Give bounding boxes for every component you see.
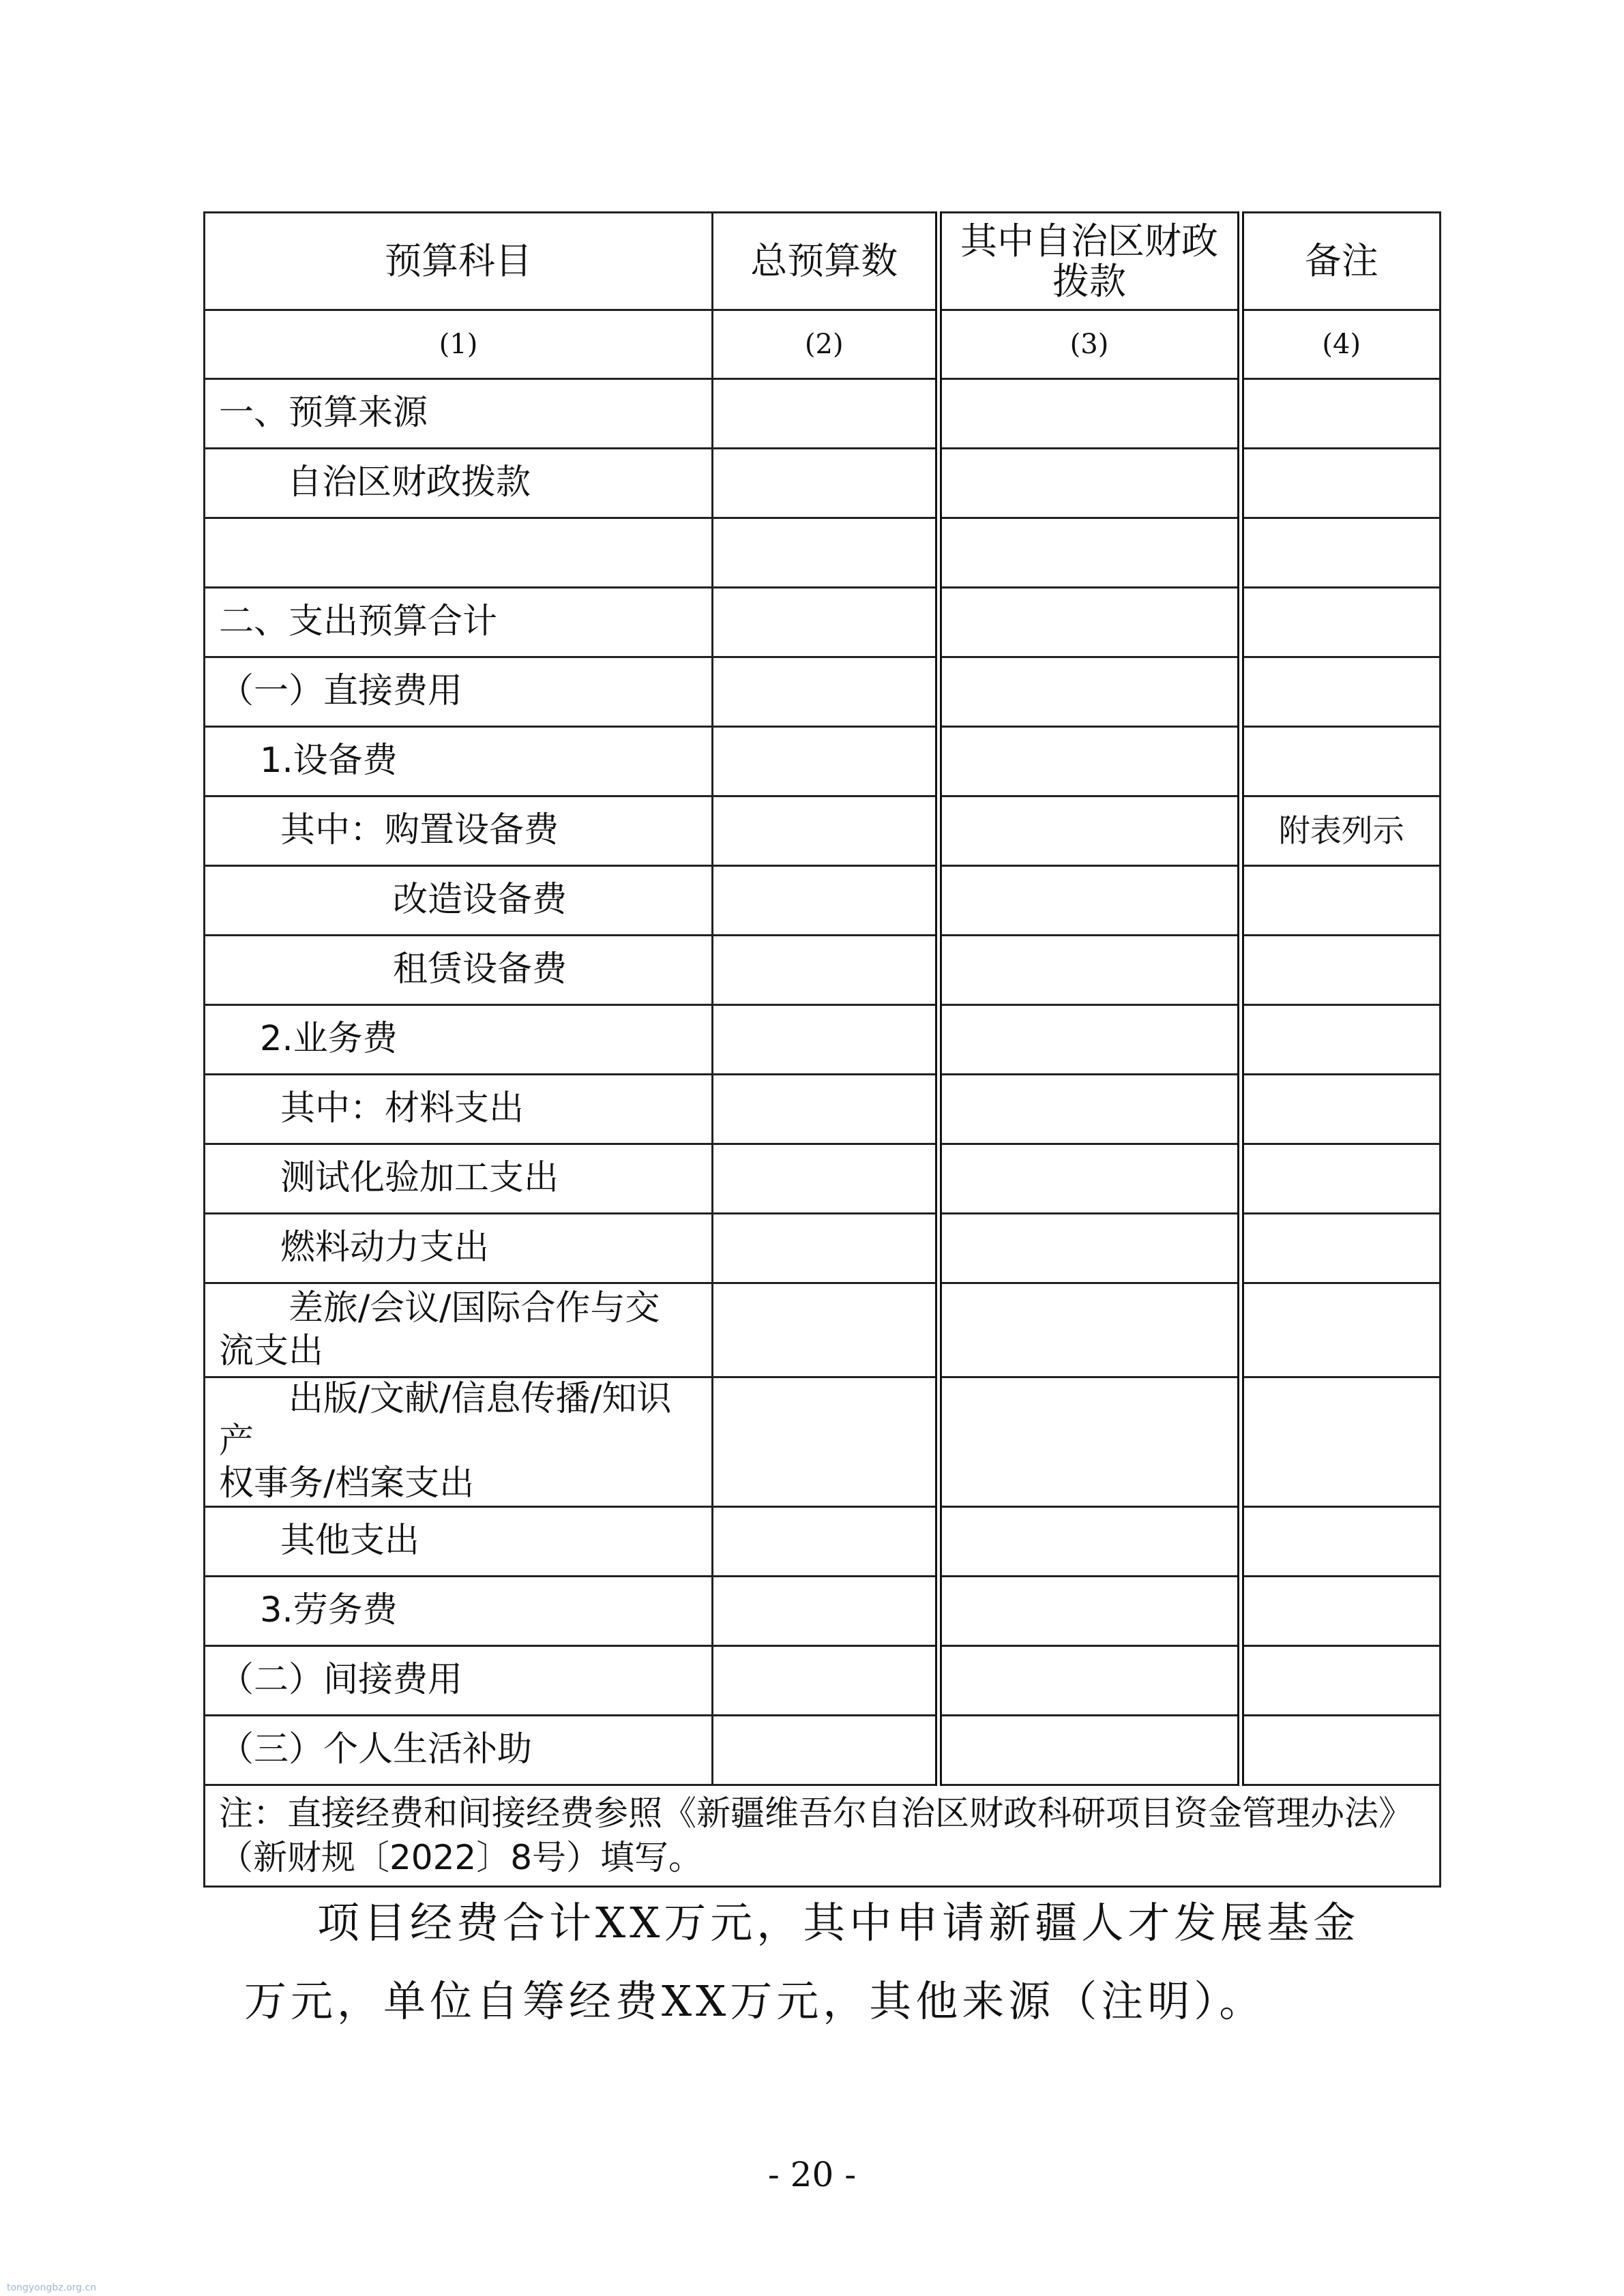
regional-grant-cell[interactable] [939, 1377, 1241, 1507]
table-row [205, 796, 1441, 866]
regional-grant-cell[interactable] [939, 936, 1241, 1005]
remarks-cell[interactable] [1241, 1005, 1441, 1075]
budget-item-label-line: 出版/文献/信息传播/知识产 [219, 1379, 672, 1462]
budget-item-cell [205, 866, 713, 936]
total-budget-cell[interactable] [713, 1645, 939, 1715]
budget-item-label-line: 差旅/会议/国际合作与交 [219, 1288, 660, 1329]
budget-item-label: 租赁设备费 [393, 949, 567, 990]
regional-grant-cell[interactable] [939, 588, 1241, 657]
table-row [205, 1576, 1441, 1645]
header-budget-item: 预算科目 [205, 213, 713, 310]
remarks-cell[interactable] [1241, 1645, 1441, 1715]
table-row [205, 866, 1441, 936]
budget-item-cell [205, 1075, 713, 1144]
budget-item-cell [205, 1576, 713, 1645]
regional-grant-cell[interactable] [939, 1144, 1241, 1214]
total-budget-cell[interactable] [713, 727, 939, 796]
budget-item-label: 其他支出 [280, 1521, 420, 1562]
table-row [205, 518, 1441, 588]
column-number: (3) [939, 310, 1241, 379]
budget-item-label: 3.劳务费 [260, 1590, 398, 1631]
total-budget-cell[interactable] [713, 1075, 939, 1144]
budget-table [203, 211, 1441, 1888]
remarks-cell[interactable] [1241, 1144, 1441, 1214]
total-budget-cell[interactable] [713, 379, 939, 449]
budget-item-label-line: 权事务/档案支出 [219, 1463, 475, 1504]
regional-grant-cell[interactable] [939, 1283, 1241, 1377]
budget-item-label: 一、预算来源 [219, 393, 428, 434]
remarks-cell[interactable] [1241, 1075, 1441, 1144]
total-budget-cell[interactable] [713, 866, 939, 936]
remarks-cell[interactable] [1241, 449, 1441, 518]
column-number: (2) [713, 310, 939, 379]
total-budget-cell[interactable] [713, 1377, 939, 1507]
budget-item-cell [205, 379, 713, 449]
regional-grant-cell[interactable] [939, 727, 1241, 796]
regional-grant-cell[interactable] [939, 1576, 1241, 1645]
budget-item-label: （一）直接费用 [219, 671, 463, 712]
budget-item-cell [205, 1283, 713, 1377]
budget-item-label: （二）间接费用 [219, 1660, 463, 1701]
total-budget-cell[interactable] [713, 936, 939, 1005]
remarks-cell[interactable] [1241, 936, 1441, 1005]
regional-grant-cell[interactable] [939, 866, 1241, 936]
table-row [205, 936, 1441, 1005]
table-row [205, 1715, 1441, 1785]
budget-item-cell [205, 449, 713, 518]
remarks-cell[interactable] [1241, 588, 1441, 657]
summary-line-2: 万元，单位自筹经费XX万元，其他来源（注明）。 [244, 1976, 1266, 2026]
table-row [205, 727, 1441, 796]
regional-grant-cell[interactable] [939, 449, 1241, 518]
budget-item-label-line: 流支出 [219, 1330, 324, 1371]
total-budget-cell[interactable] [713, 1715, 939, 1785]
budget-item-cell [205, 518, 713, 588]
total-budget-cell[interactable] [713, 1283, 939, 1377]
page-number: - 20 - [767, 2155, 857, 2194]
budget-item-label: 自治区财政拨款 [287, 462, 531, 503]
summary-line-1: 项目经费合计XX万元，其中申请新疆人才发展基金 [317, 1898, 1360, 1948]
regional-grant-cell[interactable] [939, 1005, 1241, 1075]
table-footnote: 注：直接经费和间接经费参照《新疆维吾尔自治区财政科研项目资金管理办法》（新财规〔2022〕8号）填写。 [205, 1785, 1441, 1886]
remarks-cell[interactable] [1241, 657, 1441, 727]
remarks-cell[interactable] [1241, 1715, 1441, 1785]
budget-item-label: 燃料动力支出 [280, 1227, 490, 1268]
remarks-cell[interactable] [1241, 1283, 1441, 1377]
regional-grant-cell[interactable] [939, 1214, 1241, 1283]
regional-grant-cell[interactable] [939, 1715, 1241, 1785]
total-budget-cell[interactable] [713, 588, 939, 657]
budget-item-label: （三）个人生活补助 [219, 1729, 533, 1770]
header-regional-grant-line1: 其中自治区财政 [960, 219, 1218, 263]
table-row [205, 657, 1441, 727]
table-row [205, 588, 1441, 657]
remarks-cell[interactable] [1241, 1377, 1441, 1507]
regional-grant-cell[interactable] [939, 796, 1241, 866]
remarks-cell[interactable] [1241, 1214, 1441, 1283]
total-budget-cell[interactable] [713, 1506, 939, 1576]
budget-item-cell [205, 727, 713, 796]
column-number-row [205, 310, 1441, 379]
watermark-text: tongyongbz.org.cn [7, 2282, 97, 2293]
column-number: (1) [205, 310, 713, 379]
header-regional-grant-line2: 拨款 [1052, 260, 1126, 303]
budget-item-cell [205, 657, 713, 727]
budget-item-cell [205, 1144, 713, 1214]
header-regional-grant [939, 213, 1241, 310]
column-number: (4) [1241, 310, 1441, 379]
regional-grant-cell[interactable] [939, 1075, 1241, 1144]
header-total-budget: 总预算数 [713, 213, 939, 310]
regional-grant-cell[interactable] [939, 1645, 1241, 1715]
total-budget-cell[interactable] [713, 1005, 939, 1075]
table-row [205, 1005, 1441, 1075]
total-budget-cell[interactable] [713, 1214, 939, 1283]
remarks-cell[interactable]: 附表列示 [1241, 796, 1441, 866]
table-row [205, 1377, 1441, 1507]
budget-item-cell [205, 936, 713, 1005]
table-row [205, 379, 1441, 449]
table-row [205, 1283, 1441, 1377]
table-row [205, 1506, 1441, 1576]
budget-item-cell [205, 796, 713, 866]
header-remarks: 备注 [1241, 213, 1441, 310]
table-row [205, 1144, 1441, 1214]
table-row [205, 449, 1441, 518]
remarks-cell[interactable] [1241, 866, 1441, 936]
total-budget-cell[interactable] [713, 1576, 939, 1645]
remarks-cell[interactable] [1241, 1576, 1441, 1645]
total-budget-cell[interactable] [713, 657, 939, 727]
budget-item-label: 1.设备费 [260, 741, 398, 781]
regional-grant-cell[interactable] [939, 379, 1241, 449]
remarks-cell[interactable] [1241, 379, 1441, 449]
regional-grant-cell[interactable] [939, 657, 1241, 727]
budget-item-cell [205, 1377, 713, 1507]
budget-item-cell [205, 1005, 713, 1075]
budget-item-label: 2.业务费 [260, 1019, 398, 1060]
remarks-cell[interactable] [1241, 727, 1441, 796]
regional-grant-cell[interactable] [939, 518, 1241, 588]
budget-item-cell [205, 588, 713, 657]
budget-item-label: 其中：购置设备费 [280, 810, 559, 851]
total-budget-cell[interactable] [713, 449, 939, 518]
total-budget-cell[interactable] [713, 518, 939, 588]
footnote-row [205, 1785, 1441, 1886]
budget-item-label: 测试化验加工支出 [280, 1158, 559, 1199]
budget-item-cell [205, 1506, 713, 1576]
budget-item-cell [205, 1645, 713, 1715]
remarks-cell[interactable] [1241, 518, 1441, 588]
table-row [205, 1214, 1441, 1283]
total-budget-cell[interactable] [713, 1144, 939, 1214]
budget-item-label: 二、支出预算合计 [219, 601, 498, 642]
table-row [205, 1645, 1441, 1715]
budget-item-label: 其中：材料支出 [280, 1088, 525, 1129]
table-row [205, 1075, 1441, 1144]
total-budget-cell[interactable] [713, 796, 939, 866]
budget-item-label: 改造设备费 [393, 880, 567, 921]
remarks-cell[interactable] [1241, 1506, 1441, 1576]
budget-item-cell [205, 1715, 713, 1785]
header-row [205, 213, 1441, 310]
regional-grant-cell[interactable] [939, 1506, 1241, 1576]
budget-item-cell [205, 1214, 713, 1283]
